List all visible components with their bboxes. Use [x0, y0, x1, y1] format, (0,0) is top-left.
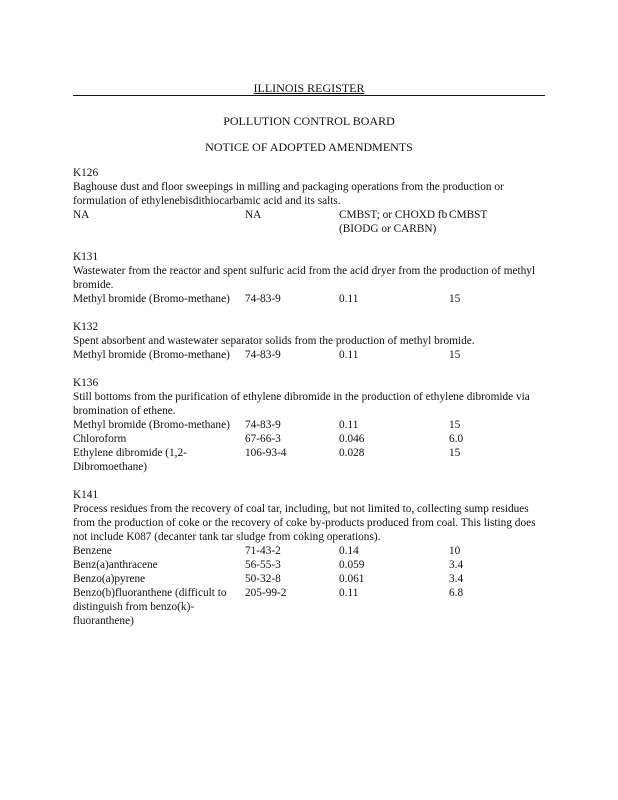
waste-section-k131 — [73, 250, 545, 306]
table-row — [73, 572, 545, 586]
nonwastewater-standard-cell: 6.0 — [449, 433, 464, 445]
waste-section-k132 — [73, 320, 545, 362]
nonwastewater-standard-cell: CMBST — [449, 209, 488, 221]
cas-number-cell: 50-32-8 — [245, 573, 281, 585]
nonwastewater-standard-cell: 3.4 — [449, 573, 464, 585]
header-rule — [73, 95, 545, 96]
nonwastewater-standard-cell: 15 — [449, 349, 461, 361]
table-row — [73, 544, 545, 558]
constituent-cell: Ethylene dibromide (1,2-Dibromoethane) — [73, 447, 187, 473]
waste-section-k141 — [73, 488, 545, 628]
nonwastewater-standard-cell: 10 — [449, 545, 461, 557]
waste-code: K136 — [73, 377, 99, 389]
constituent-cell: Benzo(b)fluoranthene (difficult to distinguish from benzo(k)-fluoranthene) — [73, 587, 227, 627]
wastewater-standard-cell: 0.028 — [339, 447, 365, 459]
wastewater-standard-cell: 0.11 — [339, 349, 359, 361]
table-row — [73, 446, 545, 474]
table-row — [73, 432, 545, 446]
cas-number-cell: 74-83-9 — [245, 419, 281, 431]
board-title: POLLUTION CONTROL BOARD — [223, 114, 395, 128]
notice-title: NOTICE OF ADOPTED AMENDMENTS — [205, 140, 413, 154]
waste-description: Baghouse dust and floor sweepings in milling and packaging operations from the production or formulation of ethylenebisdithiocarbamic acid and its salts. — [73, 181, 504, 207]
waste-code: K126 — [73, 167, 99, 179]
constituent-cell: Chloroform — [73, 433, 127, 445]
waste-code: K132 — [73, 321, 99, 333]
table-row — [73, 418, 545, 432]
wastewater-standard-cell: 0.11 — [339, 293, 359, 305]
table-row — [73, 558, 545, 572]
waste-code-list — [73, 166, 545, 642]
nonwastewater-standard-cell: 6.8 — [449, 587, 464, 599]
wastewater-standard-cell: 0.11 — [339, 587, 359, 599]
cas-number-cell: NA — [245, 209, 262, 221]
constituent-cell: Benzo(a)pyrene — [73, 573, 146, 585]
constituent-cell: Benzene — [73, 545, 112, 557]
table-row — [73, 348, 545, 362]
waste-section-k126 — [73, 166, 545, 236]
constituent-cell: Methyl bromide (Bromo-methane) — [73, 419, 230, 431]
waste-description: Still bottoms from the purification of ethylene dibromide in the production of ethylene dibromide via bromination of ethene. — [73, 391, 530, 417]
constituent-cell: Methyl bromide (Bromo-methane) — [73, 293, 230, 305]
cas-number-cell: 205-99-2 — [245, 587, 287, 599]
waste-code: K141 — [73, 489, 99, 501]
nonwastewater-standard-cell: 3.4 — [449, 559, 464, 571]
cas-number-cell: 74-83-9 — [245, 293, 281, 305]
cas-number-cell: 74-83-9 — [245, 349, 281, 361]
wastewater-standard-cell: CMBST; or CHOXD fb (BIODG or CARBN) — [339, 209, 448, 235]
wastewater-standard-cell: 0.046 — [339, 433, 365, 445]
cas-number-cell: 67-66-3 — [245, 433, 281, 445]
waste-description: Spent absorbent and wastewater separator solids from the production of methyl bromide. — [73, 335, 475, 347]
constituent-cell: Benz(a)anthracene — [73, 559, 158, 571]
register-title: ILLINOIS REGISTER — [253, 81, 365, 95]
cas-number-cell: 106-93-4 — [245, 447, 287, 459]
waste-description: Wastewater from the reactor and spent sulfuric acid from the acid dryer from the production of methyl bromide. — [73, 265, 536, 291]
register-header — [0, 81, 618, 96]
constituent-cell: Methyl bromide (Bromo-methane) — [73, 349, 230, 361]
wastewater-standard-cell: 0.11 — [339, 419, 359, 431]
nonwastewater-standard-cell: 15 — [449, 293, 461, 305]
wastewater-standard-cell: 0.061 — [339, 573, 365, 585]
wastewater-standard-cell: 0.059 — [339, 559, 365, 571]
wastewater-standard-cell: 0.14 — [339, 545, 359, 557]
cas-number-cell: 71-43-2 — [245, 545, 281, 557]
waste-code: K131 — [73, 251, 99, 263]
waste-description: Process residues from the recovery of coal tar, including, but not limited to, collecting sump residues from the production of coke or the recovery of coke by-products produced from coal. This listing does not include K087 (decanter tank tar sludge from coking operations). — [73, 503, 536, 543]
table-row — [73, 292, 545, 306]
nonwastewater-standard-cell: 15 — [449, 419, 461, 431]
nonwastewater-standard-cell: 15 — [449, 447, 461, 459]
constituent-cell: NA — [73, 209, 90, 221]
cas-number-cell: 56-55-3 — [245, 559, 281, 571]
table-row — [73, 208, 545, 236]
waste-section-k136 — [73, 376, 545, 474]
table-row — [73, 586, 545, 628]
